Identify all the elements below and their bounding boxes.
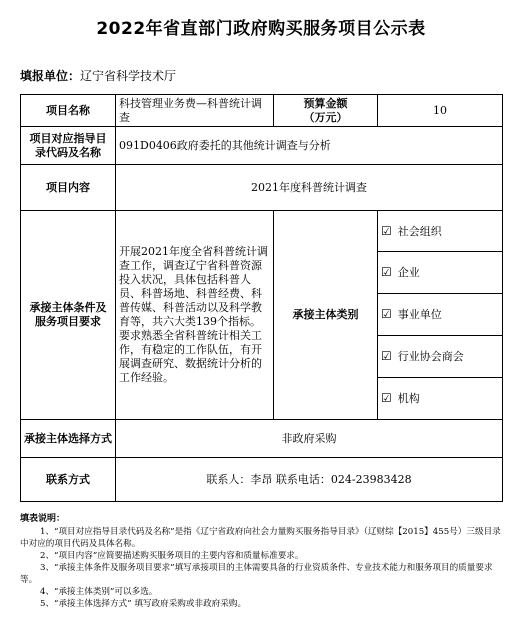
- row-catalog: [21, 127, 503, 165]
- checkbox-checked-icon: ☑: [381, 307, 392, 321]
- contact-value: 联系人：李昂 联系电话：024-23983428: [116, 458, 503, 502]
- instruction-line: 5、“承接主体选择方式” 填写政府采购或非政府采购。: [40, 599, 247, 609]
- budget-label-line1: 预算金额: [303, 96, 348, 110]
- page-title: 2022年省直部门政府购买服务项目公示表: [96, 19, 426, 39]
- row-conditions: [21, 211, 503, 252]
- contact-label: 联系方式: [21, 458, 116, 502]
- catalog-label-line1: 项目对应指导目: [29, 131, 107, 145]
- project-name-label: 项目名称: [21, 95, 116, 127]
- catalog-label-line2: 录代码及名称: [35, 145, 101, 159]
- checkbox-checked-icon: ☑: [381, 391, 392, 405]
- checkbox-checked-icon: ☑: [381, 223, 392, 238]
- option-institution[interactable]: [378, 378, 503, 420]
- conditions-label-line1: 承接主体条件及: [29, 301, 107, 314]
- instruction-line: 2、“项目内容”应简要描述购买服务项目的主要内容和质量标准要求。: [40, 551, 304, 561]
- catalog-label: [21, 127, 116, 165]
- disclosure-table: [20, 94, 503, 502]
- option-label: 企业: [397, 266, 420, 279]
- budget-label-line2: （万元）: [303, 110, 348, 124]
- conditions-label-line2: 服务项目要求: [35, 315, 101, 328]
- option-industry-association[interactable]: [378, 336, 503, 378]
- budget-value: 10: [378, 95, 503, 127]
- instructions: [20, 513, 502, 610]
- category-label: 承接主体类别: [274, 211, 378, 420]
- row-method: [21, 420, 503, 458]
- option-social-org[interactable]: [378, 211, 503, 252]
- option-label: 机构: [397, 392, 420, 405]
- checkbox-checked-icon: ☑: [381, 265, 392, 279]
- conditions-text: 开展2021年度全省科普统计调查工作，调查辽宁省科普资源投入状况，具体包括科普人员、科普场地、科普经费、科普传媒、科普活动以及科学教育等，共六大类139个指标。要求熟悉全省科普统计相关工作，有稳定的工作队伍，有开展调查研究、数据统计分析的工作经验。: [116, 211, 274, 420]
- instruction-line: 3、“承接主体条件及服务项目要求”填写承接项目的主体需要具备的行业资质条件、专业技术能力和服务项目的质量要求等。: [20, 563, 493, 585]
- content-value: 2021年度科普统计调查: [116, 165, 503, 211]
- instruction-line: 4、“承接主体类别”可以多选。: [40, 587, 158, 597]
- checkbox-checked-icon: ☑: [381, 349, 392, 363]
- content-label: 项目内容: [21, 165, 116, 211]
- row-content: [21, 165, 503, 211]
- reporting-unit-value: 辽宁省科学技术厅: [80, 69, 177, 83]
- option-label: 行业协会商会: [397, 350, 464, 363]
- catalog-value: 091D0406政府委托的其他统计调查与分析: [116, 127, 503, 165]
- method-label: 承接主体选择方式: [21, 420, 116, 458]
- reporting-unit: [20, 67, 176, 84]
- row-project-name: [21, 95, 503, 127]
- method-value: 非政府采购: [116, 420, 503, 458]
- option-public-institution[interactable]: [378, 294, 503, 336]
- reporting-unit-label: 填报单位：: [20, 69, 81, 83]
- option-enterprise[interactable]: [378, 252, 503, 294]
- option-label: 事业单位: [397, 308, 442, 321]
- instructions-title: 填表说明：: [20, 514, 66, 524]
- budget-label: [274, 95, 378, 127]
- project-name-value: 科技管理业务费—科普统计调查: [116, 95, 274, 127]
- conditions-label: [21, 211, 116, 420]
- instruction-line: 1、“项目对应指导目录代码及名称”是指《辽宁省政府向社会力量购买服务指导目录》（辽财综【2015】455号）三级目录中对应的项目代码及具体名称。: [20, 527, 501, 549]
- option-label: 社会组织: [397, 224, 442, 238]
- row-contact: [21, 458, 503, 502]
